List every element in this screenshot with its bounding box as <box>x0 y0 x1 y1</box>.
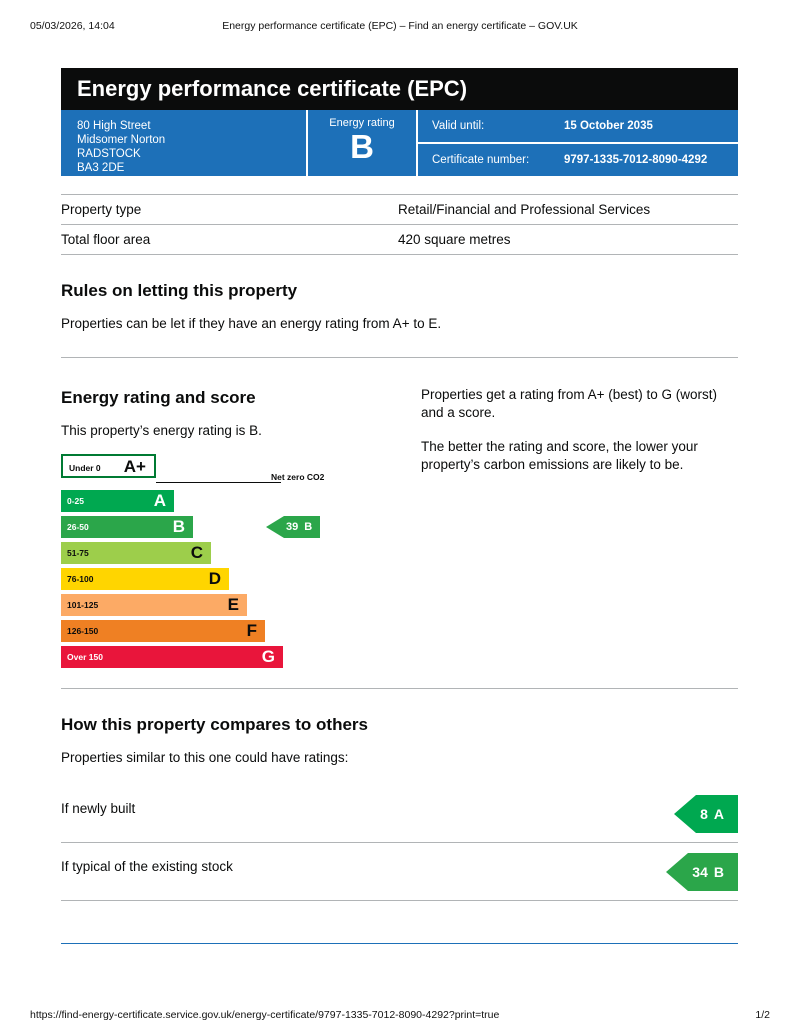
epc-rating-chart <box>61 454 421 674</box>
chart-band-f <box>61 620 265 642</box>
current-score: 39 <box>286 521 299 533</box>
certificate-page <box>61 68 738 944</box>
certificate-meta <box>418 110 738 176</box>
compare-intro: Properties similar to this one could have ratings: <box>61 750 349 765</box>
chart-band-letter-d: D <box>208 569 221 588</box>
certificate-number-row <box>418 144 738 176</box>
chart-band-letter-g: G <box>261 647 275 666</box>
property-facts-table <box>61 194 738 255</box>
chart-band-letter-aplus: A+ <box>123 457 146 476</box>
chart-band-letter-b: B <box>172 517 185 536</box>
chart-band-aplus <box>61 454 156 478</box>
divider <box>61 357 738 358</box>
valid-until-label: Valid until: <box>432 120 485 132</box>
list-item <box>61 843 738 901</box>
chart-band-c <box>61 542 211 564</box>
marker-arrow-icon <box>266 516 284 538</box>
marker-arrow-icon <box>666 853 688 891</box>
chart-band-range-aplus: Under 0 <box>69 463 101 473</box>
net-zero-label: Net zero CO2 <box>271 472 325 482</box>
table-row <box>61 195 738 225</box>
address-line-3: RADSTOCK <box>77 148 141 160</box>
print-date: 05/03/2026, 14:04 <box>30 20 115 32</box>
page-title: Energy performance certificate (EPC) <box>61 68 738 110</box>
chart-band-b <box>61 516 193 538</box>
print-page-title: Energy performance certificate (EPC) – Find an energy certificate – GOV.UK <box>222 20 578 32</box>
print-page-number: 1/2 <box>755 1009 770 1021</box>
chart-band-range-e: 101-125 <box>67 600 99 610</box>
chart-band-letter-c: C <box>190 543 203 562</box>
divider <box>61 943 738 944</box>
chart-band-range-b: 26-50 <box>67 522 89 532</box>
rating-explainer-1: Properties get a rating from A+ (best) to G (worst) and a score. <box>421 387 717 420</box>
marker-arrow-icon <box>674 795 696 833</box>
energy-rating-label: Energy rating <box>329 117 395 129</box>
compare-value-newly-built <box>696 795 738 833</box>
energy-rating-right <box>421 362 738 674</box>
letting-rules-heading: Rules on letting this property <box>61 281 298 300</box>
energy-rating-left <box>61 362 421 674</box>
valid-until-value: 15 October 2035 <box>564 120 653 132</box>
property-address <box>61 110 308 176</box>
energy-rating-heading: Energy rating and score <box>61 388 256 407</box>
energy-rating-section <box>61 362 738 674</box>
chart-band-letter-f: F <box>246 621 257 640</box>
chart-band-d <box>61 568 229 590</box>
energy-rating-letter: B <box>350 128 374 165</box>
divider <box>61 688 738 689</box>
chart-band-letter-e: E <box>227 595 239 614</box>
compare-score-existing-stock: 34 <box>692 864 708 880</box>
address-line-4: BA3 2DE <box>77 162 125 174</box>
address-line-1: 80 High Street <box>77 120 151 132</box>
compare-heading: How this property compares to others <box>61 715 368 734</box>
chart-band-range-f: 126-150 <box>67 626 99 636</box>
compare-label-newly-built: If newly built <box>61 801 136 816</box>
certificate-number-label: Certificate number: <box>432 154 530 166</box>
current-rating-value <box>284 516 320 538</box>
print-url: https://find-energy-certificate.service.gov.uk/energy-certificate/9797-1335-7012-8090-4292?print=true <box>30 1009 500 1021</box>
compare-marker-newly-built <box>674 795 738 833</box>
compare-letter-existing-stock: B <box>713 864 724 880</box>
property-type-label: Property type <box>61 202 142 217</box>
chart-band-range-a: 0-25 <box>67 496 85 506</box>
letting-rules-body: Properties can be let if they have an energy rating from A+ to E. <box>61 316 442 331</box>
compare-label-existing-stock: If typical of the existing stock <box>61 859 233 874</box>
compare-score-newly-built: 8 <box>700 806 708 822</box>
net-zero-line <box>156 482 281 483</box>
table-row <box>61 225 738 255</box>
chart-band-e <box>61 594 247 616</box>
chart-band-range-d: 76-100 <box>67 574 94 584</box>
certificate-number-value: 9797-1335-7012-8090-4292 <box>564 154 708 166</box>
compare-marker-existing-stock <box>666 853 738 891</box>
valid-until-row <box>418 110 738 144</box>
compare-list <box>61 785 738 901</box>
rating-explainer-2: The better the rating and score, the lower your property’s carbon emissions are likely to be. <box>421 439 698 472</box>
floor-area-value: 420 square metres <box>398 232 511 247</box>
floor-area-label: Total floor area <box>61 232 151 247</box>
chart-band-range-g: Over 150 <box>67 652 103 662</box>
property-type-value: Retail/Financial and Professional Services <box>398 202 651 217</box>
compare-value-existing-stock <box>688 853 738 891</box>
compare-letter-newly-built: A <box>713 806 724 822</box>
current-letter: B <box>304 521 313 533</box>
energy-rating-intro: This property’s energy rating is B. <box>61 423 262 438</box>
chart-band-letter-a: A <box>153 491 166 510</box>
chart-band-range-c: 51-75 <box>67 548 89 558</box>
address-line-2: Midsomer Norton <box>77 134 166 146</box>
chart-band-g <box>61 646 283 668</box>
chart-band-a <box>61 490 174 512</box>
list-item <box>61 785 738 843</box>
current-rating-marker <box>266 516 320 538</box>
energy-rating-box <box>308 110 418 176</box>
certificate-summary <box>61 110 738 176</box>
